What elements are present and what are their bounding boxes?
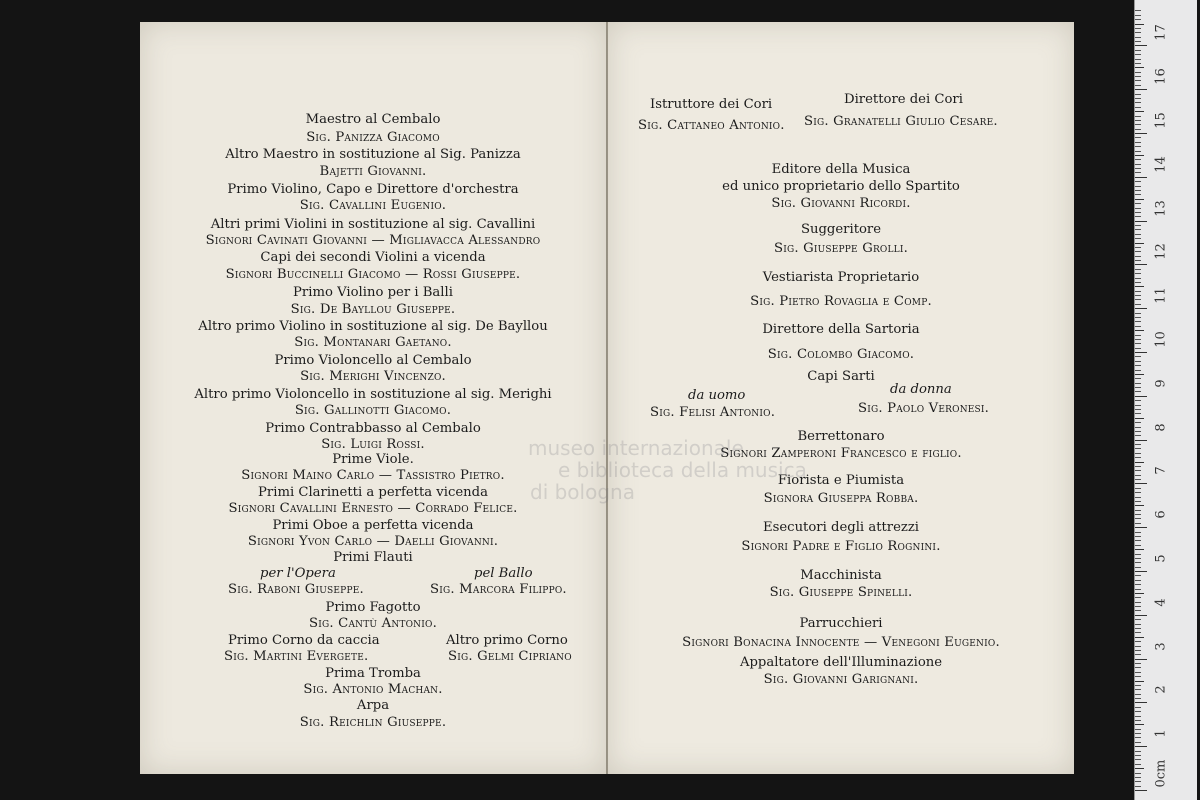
ruler-tick [1135,313,1141,314]
ruler-tick [1135,343,1141,344]
ruler-tick [1135,672,1141,673]
ruler-tick [1135,177,1147,178]
ruler-tick [1135,208,1141,209]
ruler-tick [1135,554,1141,555]
ruler-tick [1135,532,1141,533]
personnel-name: Signori Buccinelli Giacomo — Rossi Giuseppe. [225,267,521,282]
ruler-tick [1135,299,1141,300]
ruler-tick [1135,181,1141,182]
role-title: Primi Clarinetti a perfetta vicenda [258,485,488,500]
role-title: Primo Violoncello al Cembalo [274,353,472,368]
ruler-tick [1135,50,1141,51]
ruler-tick [1135,466,1141,467]
ruler-tick [1135,453,1141,454]
ruler-tick [1135,10,1141,11]
ruler-tick [1135,378,1141,379]
ruler-tick [1135,72,1141,73]
ruler-tick [1135,282,1141,283]
ruler-tick [1135,448,1141,449]
ruler-tick [1135,444,1141,445]
ruler-tick [1135,562,1141,563]
ruler-tick [1135,286,1144,287]
ruler-tick [1135,575,1141,576]
ruler-tick [1135,619,1141,620]
ruler-tick [1135,659,1147,660]
personnel-name: Sig. Antonio Machan. [303,682,443,697]
ruler-tick [1135,764,1141,765]
personnel-name: Sig. Giovanni Ricordi. [771,196,911,211]
ruler-tick [1135,624,1141,625]
ruler-tick [1135,111,1144,112]
personnel-name: Sig. Cattaneo Antonio. [638,118,785,133]
ruler-tick [1135,462,1144,463]
ruler-tick [1135,387,1141,388]
ruler-tick [1135,637,1144,638]
ruler-tick [1135,523,1141,524]
ruler-tick [1135,497,1141,498]
personnel-name: Signori Cavinati Giovanni — Migliavacca Alessandro [205,233,541,248]
ruler-tick [1135,37,1141,38]
ruler-tick [1135,593,1144,594]
role-title: Berrettonaro [797,429,885,444]
ruler-tick [1135,685,1141,686]
personnel-name: Sig. Cantù Antonio. [309,616,437,631]
ruler-tick [1135,234,1141,235]
ruler-tick [1135,483,1147,484]
ruler-tick [1135,164,1141,165]
role-title: Altri primi Violini in sostituzione al sig. Cavallini [210,217,536,232]
ruler-label: 4 [1153,598,1169,607]
ruler-label: 11 [1153,287,1169,304]
ruler-tick [1135,339,1141,340]
ruler-tick [1135,63,1141,64]
ruler-tick [1135,247,1141,248]
ruler-tick [1135,221,1147,222]
ruler-tick [1135,501,1141,502]
ruler-label: 9 [1153,379,1169,388]
personnel-name: Signora Giuseppa Robba. [763,491,919,506]
role-title: Primo Contrabbasso al Cembalo [265,421,481,436]
ruler-label: 2 [1153,685,1169,695]
ruler-tick [1135,698,1141,699]
ruler-tick [1135,212,1141,213]
ruler-tick [1135,405,1141,406]
ruler-tick [1135,707,1141,708]
ruler-tick [1135,396,1147,397]
ruler-tick [1135,116,1141,117]
ruler-tick [1135,260,1141,261]
ruler-tick [1135,716,1141,717]
ruler-tick [1135,28,1141,29]
ruler-tick [1135,317,1141,318]
ruler-tick [1135,190,1141,191]
ruler-tick [1135,488,1141,489]
ruler-tick [1135,790,1147,791]
ruler-tick [1135,41,1141,42]
ruler-tick [1135,330,1144,331]
ruler-tick [1135,431,1141,432]
ruler-tick [1135,773,1141,774]
ruler-label: 17 [1153,24,1169,42]
ruler-tick [1135,199,1144,200]
ruler-label: 16 [1153,68,1169,85]
ruler-label: 1 [1153,729,1169,738]
personnel-name: Sig. Marcora Filippo. [430,582,567,597]
role-title: Editore della Musica [771,162,911,177]
role-title: ed unico proprietario dello Spartito [722,179,960,194]
ruler-tick [1135,540,1141,541]
ruler-label: 12 [1153,243,1169,261]
ruler-label: 14 [1153,156,1169,173]
ruler-label: 10 [1153,331,1169,348]
ruler-tick [1135,729,1141,730]
ruler-tick [1135,129,1141,130]
ruler-tick [1135,746,1147,747]
role-title: Maestro al Cembalo [305,112,441,127]
ruler-tick [1135,492,1141,493]
ruler-tick [1135,142,1141,143]
sub-heading: pel Ballo [474,566,533,581]
ruler-tick [1135,186,1141,187]
role-title: Fiorista e Piumista [777,473,905,488]
left-page [140,22,606,774]
sub-heading: da uomo [688,388,746,403]
ruler-tick [1135,597,1141,598]
role-title: Primi Oboe a perfetta vicenda [272,518,474,533]
ruler-tick [1135,549,1144,550]
ruler-tick [1135,435,1141,436]
role-title: Direttore della Sartoria [762,322,920,337]
ruler-tick [1135,98,1141,99]
role-title: Altro primo Violoncello in sostituzione al sig. Merighi [194,387,552,402]
ruler-tick [1135,102,1141,103]
ruler-tick [1135,733,1141,734]
ruler-tick [1135,720,1141,721]
ruler-tick [1135,689,1141,690]
ruler-tick [1135,269,1141,270]
ruler-tick [1135,107,1141,108]
ruler-tick [1135,755,1141,756]
ruler-tick [1135,124,1141,125]
personnel-name: Sig. Montanari Gaetano. [294,335,452,350]
ruler-tick [1135,610,1141,611]
ruler-label: 5 [1153,554,1169,563]
ruler-tick [1135,168,1141,169]
ruler-tick [1135,422,1141,423]
role-title: Vestiarista Proprietario [762,270,920,285]
ruler-tick [1135,632,1141,633]
ruler-tick [1135,391,1141,392]
role-title: Altro primo Corno [446,633,568,648]
ruler-tick [1135,137,1141,138]
personnel-name: Sig. Gallinotti Giacomo. [294,403,452,418]
ruler-tick [1135,151,1141,152]
role-title: Arpa [356,698,390,713]
personnel-name: Sig. Panizza Giacomo [306,130,440,145]
ruler-tick [1135,571,1147,572]
personnel-name: Sig. Giovanni Garignani. [763,672,919,687]
watermark-line: di bologna [530,480,635,504]
personnel-name: Sig. Felisi Antonio. [650,405,776,420]
ruler-tick [1135,89,1147,90]
role-title: Macchinista [800,568,882,583]
ruler-tick [1135,229,1141,230]
ruler-label: 8 [1153,422,1169,432]
personnel-name: Sig. Pietro Rovaglia e Comp. [750,294,932,309]
ruler-tick [1135,59,1141,60]
ruler-tick [1135,567,1141,568]
personnel-name: Sig. Giuseppe Spinelli. [769,585,913,600]
ruler-tick [1135,479,1141,480]
ruler-tick [1135,335,1141,336]
ruler-tick [1135,225,1141,226]
ruler-tick [1135,194,1141,195]
ruler-label: 7 [1153,466,1169,476]
role-title: Primo Violino, Capo e Direttore d'orchestra [227,182,519,197]
ruler-label: 6 [1153,510,1169,519]
ruler-tick [1135,737,1141,738]
personnel-name: Sig. Granatelli Giulio Cesare. [804,114,998,129]
ruler-tick [1135,80,1141,81]
ruler-tick [1135,751,1141,752]
ruler-tick [1135,291,1141,292]
role-title: Appaltatore dell'Illuminazione [739,655,943,670]
ruler-tick [1135,409,1141,410]
ruler-tick [1135,646,1141,647]
ruler-tick [1135,602,1141,603]
sub-heading: da donna [890,382,952,397]
role-title: Altro primo Violino in sostituzione al sig. De Bayllou [198,319,548,334]
ruler-tick [1135,19,1141,20]
personnel-name: Sig. Merighi Vincenzo. [300,369,446,384]
ruler-tick [1135,243,1144,244]
ruler-tick [1135,348,1141,349]
ruler-tick [1135,702,1147,703]
ruler-tick [1135,527,1147,528]
ruler-tick [1135,518,1141,519]
ruler-tick [1135,76,1141,77]
ruler-tick [1135,510,1141,511]
ruler-tick [1135,650,1141,651]
role-title: Prime Viole. [332,452,414,467]
ruler-tick [1135,781,1141,782]
role-title: Primo Fagotto [325,600,421,615]
role-title: Primo Violino per i Balli [293,285,453,300]
personnel-name: Sig. De Bayllou Giuseppe. [290,302,456,317]
personnel-name: Signori Bonacina Innocente — Venegoni Eugenio. [682,635,1000,650]
ruler-label: 13 [1153,199,1169,217]
ruler-tick [1135,457,1141,458]
ruler-tick [1135,264,1147,265]
ruler-tick [1135,172,1141,173]
ruler-tick [1135,45,1147,46]
ruler-tick [1135,155,1144,156]
ruler-tick [1135,724,1144,725]
role-title: Esecutori degli attrezzi [762,520,920,535]
personnel-name: Bajetti Giovanni. [319,164,427,179]
ruler-tick [1135,676,1141,677]
ruler-tick [1135,85,1141,86]
ruler-tick [1135,374,1144,375]
ruler-tick [1135,146,1141,147]
ruler-tick [1135,356,1141,357]
ruler-tick [1135,589,1141,590]
ruler-label: 0cm [1153,759,1169,788]
personnel-name: Sig. Giuseppe Grolli. [773,241,909,256]
ruler-tick [1135,768,1144,769]
ruler-tick [1135,273,1141,274]
ruler-tick [1135,67,1144,68]
ruler-tick [1135,681,1144,682]
role-title: Primi Flauti [333,550,413,565]
ruler-tick [1135,580,1141,581]
ruler-tick [1135,558,1141,559]
ruler-tick [1135,786,1141,787]
ruler-tick [1135,365,1141,366]
ruler-tick [1135,203,1141,204]
ruler-tick [1135,759,1141,760]
role-title: Capi Sarti [807,369,875,384]
ruler-tick [1135,304,1141,305]
ruler-tick [1135,711,1141,712]
ruler-tick [1135,470,1141,471]
ruler-tick [1135,120,1141,121]
ruler-tick [1135,24,1144,25]
ruler-tick [1135,308,1147,309]
ruler-tick [1135,321,1141,322]
ruler-tick [1135,251,1141,252]
ruler-tick [1135,361,1141,362]
watermark-line: e biblioteca della musica [558,458,807,482]
role-title: Capi dei secondi Violini a vicenda [260,250,486,265]
personnel-name: Sig. Paolo Veronesi. [858,401,990,416]
ruler-tick [1135,667,1141,668]
ruler-tick [1135,663,1141,664]
role-title: Direttore dei Cori [844,92,963,107]
personnel-name: Sig. Luigi Rossi. [321,437,425,452]
personnel-name: Sig. Gelmi Cipriano [448,649,572,664]
ruler-label: 3 [1153,641,1169,651]
personnel-name: Sig. Cavallini Eugenio. [299,198,447,213]
personnel-name: Signori Maino Carlo — Tassistro Pietro. [241,468,505,483]
ruler-tick [1135,352,1147,353]
role-title: Altro Maestro in sostituzione al Sig. Panizza [225,147,521,162]
ruler-tick [1135,694,1141,695]
ruler-tick [1135,505,1144,506]
ruler-tick [1135,742,1141,743]
role-title: Suggeritore [800,222,882,237]
ruler-tick [1135,514,1141,515]
role-title: Istruttore dei Cori [650,97,773,112]
ruler-tick [1135,545,1141,546]
ruler-tick [1135,54,1141,55]
ruler-tick [1135,475,1141,476]
right-page [608,22,1074,774]
ruler-tick [1135,295,1141,296]
ruler-tick [1135,413,1141,414]
watermark-line: museo internazionale [528,436,744,460]
ruler-tick [1135,238,1141,239]
ruler-tick [1135,383,1141,384]
personnel-name: Signori Padre e Figlio Rognini. [741,539,941,554]
personnel-name: Signori Yvon Carlo — Daelli Giovanni. [247,534,499,549]
personnel-name: Signori Zamperoni Francesco e figlio. [720,446,962,461]
role-title: Primo Corno da caccia [228,633,380,648]
ruler-tick [1135,584,1141,585]
personnel-name: Sig. Raboni Giuseppe. [228,582,364,597]
ruler-tick [1135,256,1141,257]
ruler-tick [1135,641,1141,642]
ruler-tick [1135,418,1144,419]
ruler-tick [1135,32,1141,33]
ruler-tick [1135,159,1141,160]
ruler-tick [1135,654,1141,655]
ruler-tick [1135,400,1141,401]
sub-heading: per l'Opera [260,566,336,581]
ruler-tick [1135,536,1141,537]
ruler-tick [1135,15,1141,16]
ruler-tick [1135,440,1147,441]
ruler-label: 15 [1153,112,1169,129]
ruler-tick [1135,326,1141,327]
ruler-tick [1135,615,1147,616]
role-title: Prima Tromba [325,666,421,681]
personnel-name: Sig. Colombo Giacomo. [767,347,915,362]
ruler-tick [1135,94,1141,95]
role-title: Parrucchieri [799,616,883,631]
ruler-tick [1135,777,1141,778]
measurement-ruler [1134,0,1197,800]
personnel-name: Signori Cavallini Ernesto — Corrado Felice. [228,501,518,516]
ruler-tick [1135,628,1141,629]
ruler-tick [1135,216,1141,217]
ruler-tick [1135,133,1147,134]
ruler-tick [1135,606,1141,607]
ruler-tick [1135,370,1141,371]
ruler-tick [1135,427,1141,428]
personnel-name: Sig. Martini Evergete. [224,649,369,664]
ruler-tick [1135,278,1141,279]
personnel-name: Sig. Reichlin Giuseppe. [299,715,447,730]
